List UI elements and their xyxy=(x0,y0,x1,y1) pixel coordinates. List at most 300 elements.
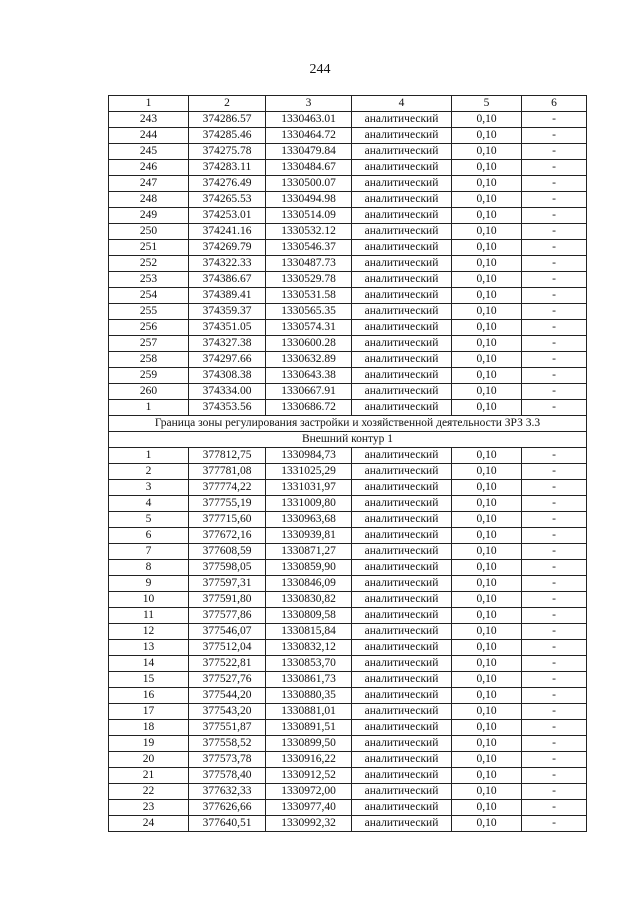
x-coordinate-cell: 377551,87 xyxy=(189,720,266,736)
method-cell: аналитический xyxy=(352,704,452,720)
table-row xyxy=(109,544,587,560)
note-cell: - xyxy=(522,384,587,400)
method-cell: аналитический xyxy=(352,352,452,368)
method-cell: аналитический xyxy=(352,608,452,624)
y-coordinate-cell: 1330912,52 xyxy=(266,768,352,784)
method-cell: аналитический xyxy=(352,480,452,496)
y-coordinate-cell: 1330643.38 xyxy=(266,368,352,384)
y-coordinate-cell: 1330464.72 xyxy=(266,128,352,144)
y-coordinate-cell: 1330861,73 xyxy=(266,672,352,688)
column-header: 3 xyxy=(266,96,352,112)
note-cell: - xyxy=(522,704,587,720)
note-cell: - xyxy=(522,256,587,272)
note-cell: - xyxy=(522,624,587,640)
x-coordinate-cell: 374334.00 xyxy=(189,384,266,400)
y-coordinate-cell: 1330830,82 xyxy=(266,592,352,608)
point-number-cell: 1 xyxy=(109,400,189,416)
accuracy-cell: 0,10 xyxy=(452,272,522,288)
note-cell: - xyxy=(522,528,587,544)
column-header: 5 xyxy=(452,96,522,112)
accuracy-cell: 0,10 xyxy=(452,256,522,272)
accuracy-cell: 0,10 xyxy=(452,240,522,256)
accuracy-cell: 0,10 xyxy=(452,720,522,736)
y-coordinate-cell: 1330939,81 xyxy=(266,528,352,544)
point-number-cell: 16 xyxy=(109,688,189,704)
accuracy-cell: 0,10 xyxy=(452,800,522,816)
y-coordinate-cell: 1330853,70 xyxy=(266,656,352,672)
point-number-cell: 246 xyxy=(109,160,189,176)
x-coordinate-cell: 377672,16 xyxy=(189,528,266,544)
accuracy-cell: 0,10 xyxy=(452,512,522,528)
note-cell: - xyxy=(522,688,587,704)
y-coordinate-cell: 1330880,35 xyxy=(266,688,352,704)
x-coordinate-cell: 377573,78 xyxy=(189,752,266,768)
y-coordinate-cell: 1330546.37 xyxy=(266,240,352,256)
method-cell: аналитический xyxy=(352,592,452,608)
note-cell: - xyxy=(522,720,587,736)
point-number-cell: 3 xyxy=(109,480,189,496)
accuracy-cell: 0,10 xyxy=(452,288,522,304)
table-row xyxy=(109,128,587,144)
table-row xyxy=(109,656,587,672)
note-cell: - xyxy=(522,560,587,576)
point-number-cell: 256 xyxy=(109,320,189,336)
accuracy-cell: 0,10 xyxy=(452,576,522,592)
note-cell: - xyxy=(522,176,587,192)
x-coordinate-cell: 377577,86 xyxy=(189,608,266,624)
column-header: 4 xyxy=(352,96,452,112)
table-row xyxy=(109,384,587,400)
point-number-cell: 247 xyxy=(109,176,189,192)
method-cell: аналитический xyxy=(352,528,452,544)
table-row xyxy=(109,144,587,160)
note-cell: - xyxy=(522,576,587,592)
point-number-cell: 7 xyxy=(109,544,189,560)
table-row xyxy=(109,592,587,608)
note-cell: - xyxy=(522,640,587,656)
table-row xyxy=(109,624,587,640)
y-coordinate-cell: 1330972,00 xyxy=(266,784,352,800)
x-coordinate-cell: 377774,22 xyxy=(189,480,266,496)
point-number-cell: 1 xyxy=(109,448,189,464)
y-coordinate-cell: 1330809,58 xyxy=(266,608,352,624)
y-coordinate-cell: 1330891,51 xyxy=(266,720,352,736)
y-coordinate-cell: 1330832,12 xyxy=(266,640,352,656)
point-number-cell: 257 xyxy=(109,336,189,352)
method-cell: аналитический xyxy=(352,112,452,128)
method-cell: аналитический xyxy=(352,624,452,640)
accuracy-cell: 0,10 xyxy=(452,464,522,480)
x-coordinate-cell: 374297.66 xyxy=(189,352,266,368)
y-coordinate-cell: 1331009,80 xyxy=(266,496,352,512)
accuracy-cell: 0,10 xyxy=(452,752,522,768)
accuracy-cell: 0,10 xyxy=(452,176,522,192)
x-coordinate-cell: 377558,52 xyxy=(189,736,266,752)
point-number-cell: 251 xyxy=(109,240,189,256)
table-body-part-1 xyxy=(109,112,587,416)
x-coordinate-cell: 377781,08 xyxy=(189,464,266,480)
accuracy-cell: 0,10 xyxy=(452,144,522,160)
method-cell: аналитический xyxy=(352,320,452,336)
y-coordinate-cell: 1330667.91 xyxy=(266,384,352,400)
method-cell: аналитический xyxy=(352,544,452,560)
accuracy-cell: 0,10 xyxy=(452,624,522,640)
x-coordinate-cell: 374275.78 xyxy=(189,144,266,160)
contour-title: Внешний контур 1 xyxy=(109,432,587,448)
method-cell: аналитический xyxy=(352,144,452,160)
x-coordinate-cell: 377626,66 xyxy=(189,800,266,816)
note-cell: - xyxy=(522,368,587,384)
note-cell: - xyxy=(522,144,587,160)
x-coordinate-cell: 377546,07 xyxy=(189,624,266,640)
x-coordinate-cell: 377632,33 xyxy=(189,784,266,800)
x-coordinate-cell: 374351.05 xyxy=(189,320,266,336)
accuracy-cell: 0,10 xyxy=(452,336,522,352)
table-row xyxy=(109,736,587,752)
table-row xyxy=(109,704,587,720)
y-coordinate-cell: 1330632.89 xyxy=(266,352,352,368)
table-row xyxy=(109,240,587,256)
note-cell: - xyxy=(522,800,587,816)
table-row xyxy=(109,752,587,768)
method-cell: аналитический xyxy=(352,304,452,320)
accuracy-cell: 0,10 xyxy=(452,384,522,400)
note-cell: - xyxy=(522,208,587,224)
method-cell: аналитический xyxy=(352,640,452,656)
x-coordinate-cell: 377608,59 xyxy=(189,544,266,560)
x-coordinate-cell: 377544,20 xyxy=(189,688,266,704)
x-coordinate-cell: 377715,60 xyxy=(189,512,266,528)
point-number-cell: 244 xyxy=(109,128,189,144)
point-number-cell: 4 xyxy=(109,496,189,512)
zone-heading-section xyxy=(109,416,587,448)
accuracy-cell: 0,10 xyxy=(452,688,522,704)
accuracy-cell: 0,10 xyxy=(452,208,522,224)
table-row xyxy=(109,400,587,416)
zone-title: Граница зоны регулирования застройки и хозяйственной деятельности ЗРЗ 3.3 xyxy=(109,416,587,432)
point-number-cell: 14 xyxy=(109,656,189,672)
accuracy-cell: 0,10 xyxy=(452,304,522,320)
y-coordinate-cell: 1330600.28 xyxy=(266,336,352,352)
method-cell: аналитический xyxy=(352,576,452,592)
point-number-cell: 17 xyxy=(109,704,189,720)
accuracy-cell: 0,10 xyxy=(452,768,522,784)
accuracy-cell: 0,10 xyxy=(452,784,522,800)
point-number-cell: 22 xyxy=(109,784,189,800)
x-coordinate-cell: 374386.67 xyxy=(189,272,266,288)
y-coordinate-cell: 1330494.98 xyxy=(266,192,352,208)
y-coordinate-cell: 1330484.67 xyxy=(266,160,352,176)
point-number-cell: 18 xyxy=(109,720,189,736)
table-row xyxy=(109,720,587,736)
y-coordinate-cell: 1330532.12 xyxy=(266,224,352,240)
x-coordinate-cell: 374253.01 xyxy=(189,208,266,224)
x-coordinate-cell: 377512,04 xyxy=(189,640,266,656)
note-cell: - xyxy=(522,272,587,288)
x-coordinate-cell: 374327.38 xyxy=(189,336,266,352)
y-coordinate-cell: 1330529.78 xyxy=(266,272,352,288)
point-number-cell: 9 xyxy=(109,576,189,592)
table-row xyxy=(109,672,587,688)
accuracy-cell: 0,10 xyxy=(452,640,522,656)
table-row xyxy=(109,800,587,816)
point-number-cell: 5 xyxy=(109,512,189,528)
method-cell: аналитический xyxy=(352,208,452,224)
accuracy-cell: 0,10 xyxy=(452,528,522,544)
point-number-cell: 20 xyxy=(109,752,189,768)
x-coordinate-cell: 374265.53 xyxy=(189,192,266,208)
accuracy-cell: 0,10 xyxy=(452,400,522,416)
note-cell: - xyxy=(522,352,587,368)
y-coordinate-cell: 1330500.07 xyxy=(266,176,352,192)
table-row xyxy=(109,176,587,192)
table-row xyxy=(109,304,587,320)
method-cell: аналитический xyxy=(352,272,452,288)
note-cell: - xyxy=(522,656,587,672)
y-coordinate-cell: 1330977,40 xyxy=(266,800,352,816)
y-coordinate-cell: 1330514.09 xyxy=(266,208,352,224)
method-cell: аналитический xyxy=(352,816,452,832)
table-row xyxy=(109,224,587,240)
point-number-cell: 249 xyxy=(109,208,189,224)
y-coordinate-cell: 1331031,97 xyxy=(266,480,352,496)
x-coordinate-cell: 374285.46 xyxy=(189,128,266,144)
note-cell: - xyxy=(522,512,587,528)
method-cell: аналитический xyxy=(352,800,452,816)
point-number-cell: 6 xyxy=(109,528,189,544)
note-cell: - xyxy=(522,752,587,768)
y-coordinate-cell: 1330574.31 xyxy=(266,320,352,336)
table-row xyxy=(109,608,587,624)
note-cell: - xyxy=(522,816,587,832)
method-cell: аналитический xyxy=(352,368,452,384)
method-cell: аналитический xyxy=(352,224,452,240)
accuracy-cell: 0,10 xyxy=(452,560,522,576)
note-cell: - xyxy=(522,336,587,352)
note-cell: - xyxy=(522,240,587,256)
method-cell: аналитический xyxy=(352,784,452,800)
accuracy-cell: 0,10 xyxy=(452,544,522,560)
method-cell: аналитический xyxy=(352,688,452,704)
accuracy-cell: 0,10 xyxy=(452,192,522,208)
method-cell: аналитический xyxy=(352,512,452,528)
note-cell: - xyxy=(522,112,587,128)
accuracy-cell: 0,10 xyxy=(452,736,522,752)
point-number-cell: 254 xyxy=(109,288,189,304)
x-coordinate-cell: 374359.37 xyxy=(189,304,266,320)
table-row xyxy=(109,784,587,800)
column-header: 1 xyxy=(109,96,189,112)
x-coordinate-cell: 374308.38 xyxy=(189,368,266,384)
table-row xyxy=(109,464,587,480)
x-coordinate-cell: 377543,20 xyxy=(189,704,266,720)
table-row xyxy=(109,192,587,208)
x-coordinate-cell: 374283.11 xyxy=(189,160,266,176)
note-cell: - xyxy=(522,768,587,784)
method-cell: аналитический xyxy=(352,256,452,272)
table-header-row xyxy=(109,96,587,112)
method-cell: аналитический xyxy=(352,768,452,784)
method-cell: аналитический xyxy=(352,736,452,752)
point-number-cell: 21 xyxy=(109,768,189,784)
y-coordinate-cell: 1330565.35 xyxy=(266,304,352,320)
accuracy-cell: 0,10 xyxy=(452,352,522,368)
point-number-cell: 8 xyxy=(109,560,189,576)
note-cell: - xyxy=(522,496,587,512)
accuracy-cell: 0,10 xyxy=(452,160,522,176)
method-cell: аналитический xyxy=(352,336,452,352)
x-coordinate-cell: 377578,40 xyxy=(189,768,266,784)
note-cell: - xyxy=(522,192,587,208)
note-cell: - xyxy=(522,480,587,496)
y-coordinate-cell: 1330479.84 xyxy=(266,144,352,160)
point-number-cell: 15 xyxy=(109,672,189,688)
point-number-cell: 10 xyxy=(109,592,189,608)
note-cell: - xyxy=(522,160,587,176)
table-row xyxy=(109,688,587,704)
table-row xyxy=(109,768,587,784)
note-cell: - xyxy=(522,464,587,480)
accuracy-cell: 0,10 xyxy=(452,112,522,128)
table-row xyxy=(109,560,587,576)
table-row xyxy=(109,512,587,528)
note-cell: - xyxy=(522,672,587,688)
accuracy-cell: 0,10 xyxy=(452,496,522,512)
note-cell: - xyxy=(522,224,587,240)
table-row xyxy=(109,816,587,832)
contour-title-row xyxy=(109,432,587,448)
x-coordinate-cell: 377755,19 xyxy=(189,496,266,512)
point-number-cell: 260 xyxy=(109,384,189,400)
y-coordinate-cell: 1330846,09 xyxy=(266,576,352,592)
y-coordinate-cell: 1330815,84 xyxy=(266,624,352,640)
table-row xyxy=(109,320,587,336)
table-row xyxy=(109,448,587,464)
method-cell: аналитический xyxy=(352,752,452,768)
note-cell: - xyxy=(522,544,587,560)
zone-title-row xyxy=(109,416,587,432)
table-row xyxy=(109,256,587,272)
x-coordinate-cell: 374286.57 xyxy=(189,112,266,128)
y-coordinate-cell: 1330859,90 xyxy=(266,560,352,576)
note-cell: - xyxy=(522,400,587,416)
point-number-cell: 248 xyxy=(109,192,189,208)
y-coordinate-cell: 1330963,68 xyxy=(266,512,352,528)
table-row xyxy=(109,640,587,656)
accuracy-cell: 0,10 xyxy=(452,224,522,240)
x-coordinate-cell: 377597,31 xyxy=(189,576,266,592)
table-row xyxy=(109,480,587,496)
point-number-cell: 12 xyxy=(109,624,189,640)
note-cell: - xyxy=(522,736,587,752)
x-coordinate-cell: 374241.16 xyxy=(189,224,266,240)
method-cell: аналитический xyxy=(352,176,452,192)
accuracy-cell: 0,10 xyxy=(452,592,522,608)
method-cell: аналитический xyxy=(352,240,452,256)
table-row xyxy=(109,288,587,304)
point-number-cell: 24 xyxy=(109,816,189,832)
method-cell: аналитический xyxy=(352,128,452,144)
y-coordinate-cell: 1330463.01 xyxy=(266,112,352,128)
point-number-cell: 11 xyxy=(109,608,189,624)
table-row xyxy=(109,336,587,352)
y-coordinate-cell: 1330871,27 xyxy=(266,544,352,560)
table-row xyxy=(109,576,587,592)
y-coordinate-cell: 1330984,73 xyxy=(266,448,352,464)
x-coordinate-cell: 377591,80 xyxy=(189,592,266,608)
point-number-cell: 258 xyxy=(109,352,189,368)
method-cell: аналитический xyxy=(352,560,452,576)
method-cell: аналитический xyxy=(352,288,452,304)
x-coordinate-cell: 377527,76 xyxy=(189,672,266,688)
note-cell: - xyxy=(522,608,587,624)
accuracy-cell: 0,10 xyxy=(452,672,522,688)
column-header: 2 xyxy=(189,96,266,112)
method-cell: аналитический xyxy=(352,672,452,688)
y-coordinate-cell: 1330899,50 xyxy=(266,736,352,752)
note-cell: - xyxy=(522,592,587,608)
table-body-part-2 xyxy=(109,448,587,832)
x-coordinate-cell: 377812,75 xyxy=(189,448,266,464)
table-row xyxy=(109,112,587,128)
method-cell: аналитический xyxy=(352,384,452,400)
y-coordinate-cell: 1330531.58 xyxy=(266,288,352,304)
y-coordinate-cell: 1330992,32 xyxy=(266,816,352,832)
note-cell: - xyxy=(522,128,587,144)
accuracy-cell: 0,10 xyxy=(452,816,522,832)
y-coordinate-cell: 1330686.72 xyxy=(266,400,352,416)
accuracy-cell: 0,10 xyxy=(452,704,522,720)
point-number-cell: 255 xyxy=(109,304,189,320)
point-number-cell: 2 xyxy=(109,464,189,480)
table-row xyxy=(109,528,587,544)
method-cell: аналитический xyxy=(352,496,452,512)
y-coordinate-cell: 1330916,22 xyxy=(266,752,352,768)
note-cell: - xyxy=(522,448,587,464)
x-coordinate-cell: 374389.41 xyxy=(189,288,266,304)
method-cell: аналитический xyxy=(352,400,452,416)
x-coordinate-cell: 374353.56 xyxy=(189,400,266,416)
table-row xyxy=(109,368,587,384)
accuracy-cell: 0,10 xyxy=(452,320,522,336)
x-coordinate-cell: 377522,81 xyxy=(189,656,266,672)
point-number-cell: 253 xyxy=(109,272,189,288)
point-number-cell: 252 xyxy=(109,256,189,272)
note-cell: - xyxy=(522,304,587,320)
method-cell: аналитический xyxy=(352,448,452,464)
method-cell: аналитический xyxy=(352,720,452,736)
x-coordinate-cell: 377598,05 xyxy=(189,560,266,576)
accuracy-cell: 0,10 xyxy=(452,608,522,624)
point-number-cell: 19 xyxy=(109,736,189,752)
x-coordinate-cell: 374322.33 xyxy=(189,256,266,272)
point-number-cell: 13 xyxy=(109,640,189,656)
y-coordinate-cell: 1331025,29 xyxy=(266,464,352,480)
point-number-cell: 250 xyxy=(109,224,189,240)
table-row xyxy=(109,496,587,512)
y-coordinate-cell: 1330881,01 xyxy=(266,704,352,720)
x-coordinate-cell: 377640,51 xyxy=(189,816,266,832)
x-coordinate-cell: 374276.49 xyxy=(189,176,266,192)
table-row xyxy=(109,352,587,368)
table-row xyxy=(109,208,587,224)
method-cell: аналитический xyxy=(352,464,452,480)
accuracy-cell: 0,10 xyxy=(452,368,522,384)
note-cell: - xyxy=(522,320,587,336)
note-cell: - xyxy=(522,784,587,800)
note-cell: - xyxy=(522,288,587,304)
accuracy-cell: 0,10 xyxy=(452,448,522,464)
